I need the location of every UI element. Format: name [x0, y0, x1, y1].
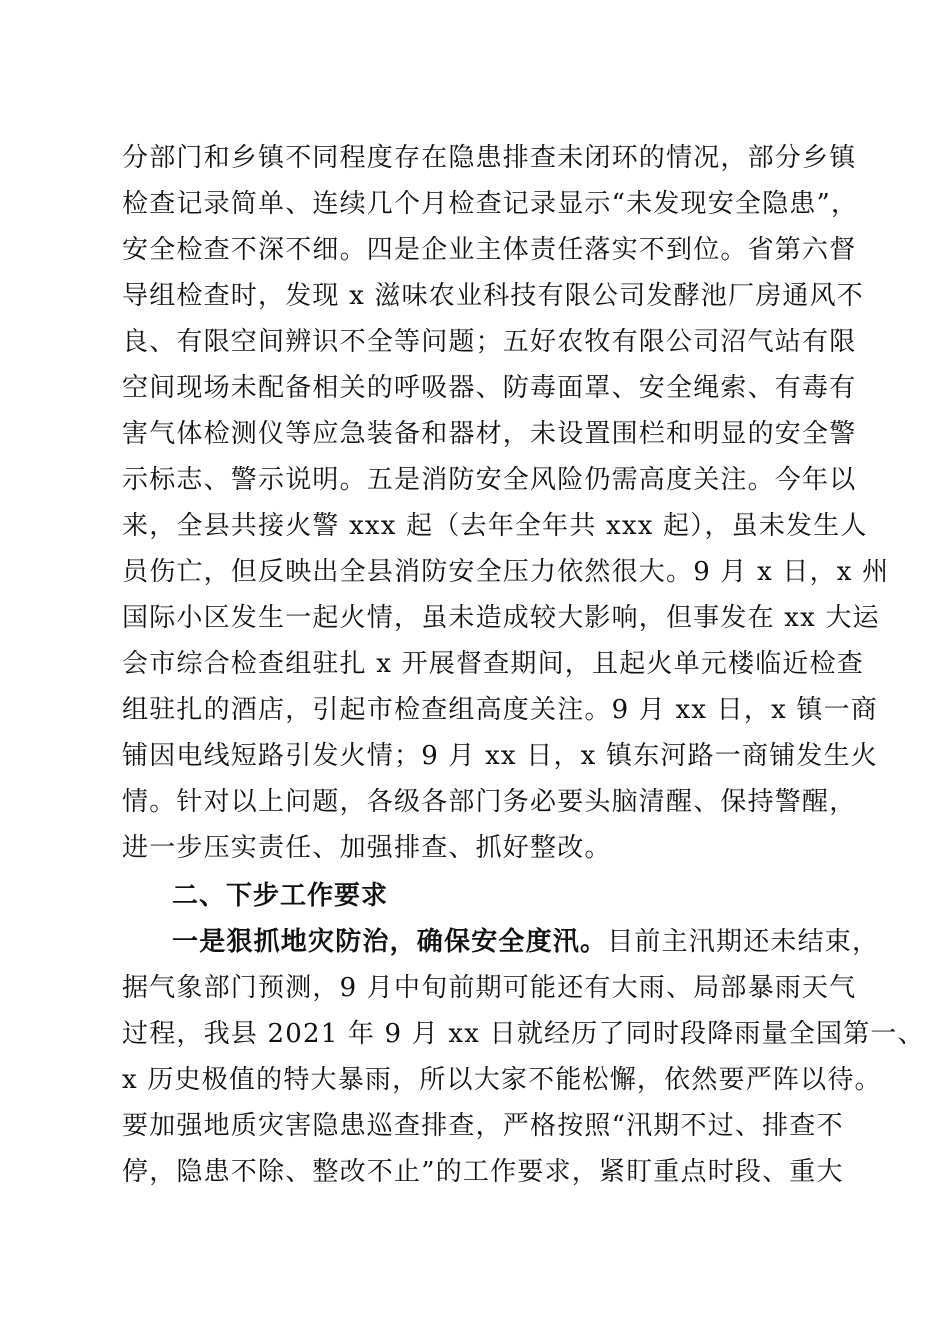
paragraph-line: 过程，我县 2021 年 9 月 xx 日就经历了同时段降雨量全国第一、 — [122, 1019, 925, 1049]
paragraph-line: 情。针对以上问题，各级各部门务必要头脑清醒、保持警醒， — [122, 787, 857, 817]
paragraph-line: 员伤亡，但反映出全县消防安全压力依然很大。9 月 x 日，x 州 — [122, 557, 890, 587]
paragraph-line: 安全检查不深不细。四是企业主体责任落实不到位。省第六督 — [122, 235, 857, 265]
paragraph-line: 分部门和乡镇不同程度存在隐患排查未闭环的情况，部分乡镇 — [122, 143, 857, 173]
paragraph-lead-sentence: 一是狠抓地灾防治，确保安全度汛。 — [172, 927, 608, 957]
section-heading: 二、下步工作要求 — [172, 881, 389, 911]
paragraph-line: 进一步压实责任、加强排查、抓好整改。 — [122, 833, 612, 863]
paragraph-line: 示标志、警示说明。五是消防安全风险仍需高度关注。今年以 — [122, 465, 857, 495]
paragraph-line: 空间现场未配备相关的呼吸器、防毒面罩、安全绳索、有毒有 — [122, 373, 857, 403]
paragraph-line: 停，隐患不除、整改不止”的工作要求，紧盯重点时段、重大 — [122, 1157, 844, 1187]
paragraph-line: 铺因电线短路引发火情；9 月 xx 日，x 镇东河路一商铺发生火 — [122, 741, 878, 771]
paragraph-line: 害气体检测仪等应急装备和器材，未设置围栏和明显的安全警 — [122, 419, 857, 449]
paragraph-line: 会市综合检查组驻扎 x 开展督查期间，且起火单元楼临近检查 — [122, 649, 864, 679]
paragraph-line: 良、有限空间辨识不全等问题；五好农牧有限公司沼气站有限 — [122, 327, 857, 357]
paragraph-first-line — [172, 920, 880, 964]
paragraph-line: 来，全县共接火警 xxx 起（去年全年共 xxx 起），虽未发生人 — [122, 511, 868, 541]
paragraph-line: 组驻扎的酒店，引起市检查组高度关注。9 月 xx 日，x 镇一商 — [122, 695, 878, 725]
paragraph-line: x 历史极值的特大暴雨，所以大家不能松懈，依然要严阵以待。 — [122, 1065, 882, 1095]
paragraph-line: 据气象部门预测，9 月中旬前期可能还有大雨、局部暴雨天气 — [122, 973, 857, 1003]
paragraph-line-text: 目前主汛期还未结束， — [607, 927, 880, 957]
paragraph-line: 导组检查时，发现 x 滋味农业科技有限公司发酵池厂房通风不 — [122, 281, 864, 311]
paragraph-line: 要加强地质灾害隐患巡查排查，严格按照“汛期不过、排查不 — [122, 1111, 844, 1141]
paragraph-line: 国际小区发生一起火情，虽未造成较大影响，但事发在 xx 大运 — [122, 603, 880, 633]
paragraph-line: 检查记录简单、连续几个月检查记录显示“未发现安全隐患”， — [122, 189, 859, 219]
